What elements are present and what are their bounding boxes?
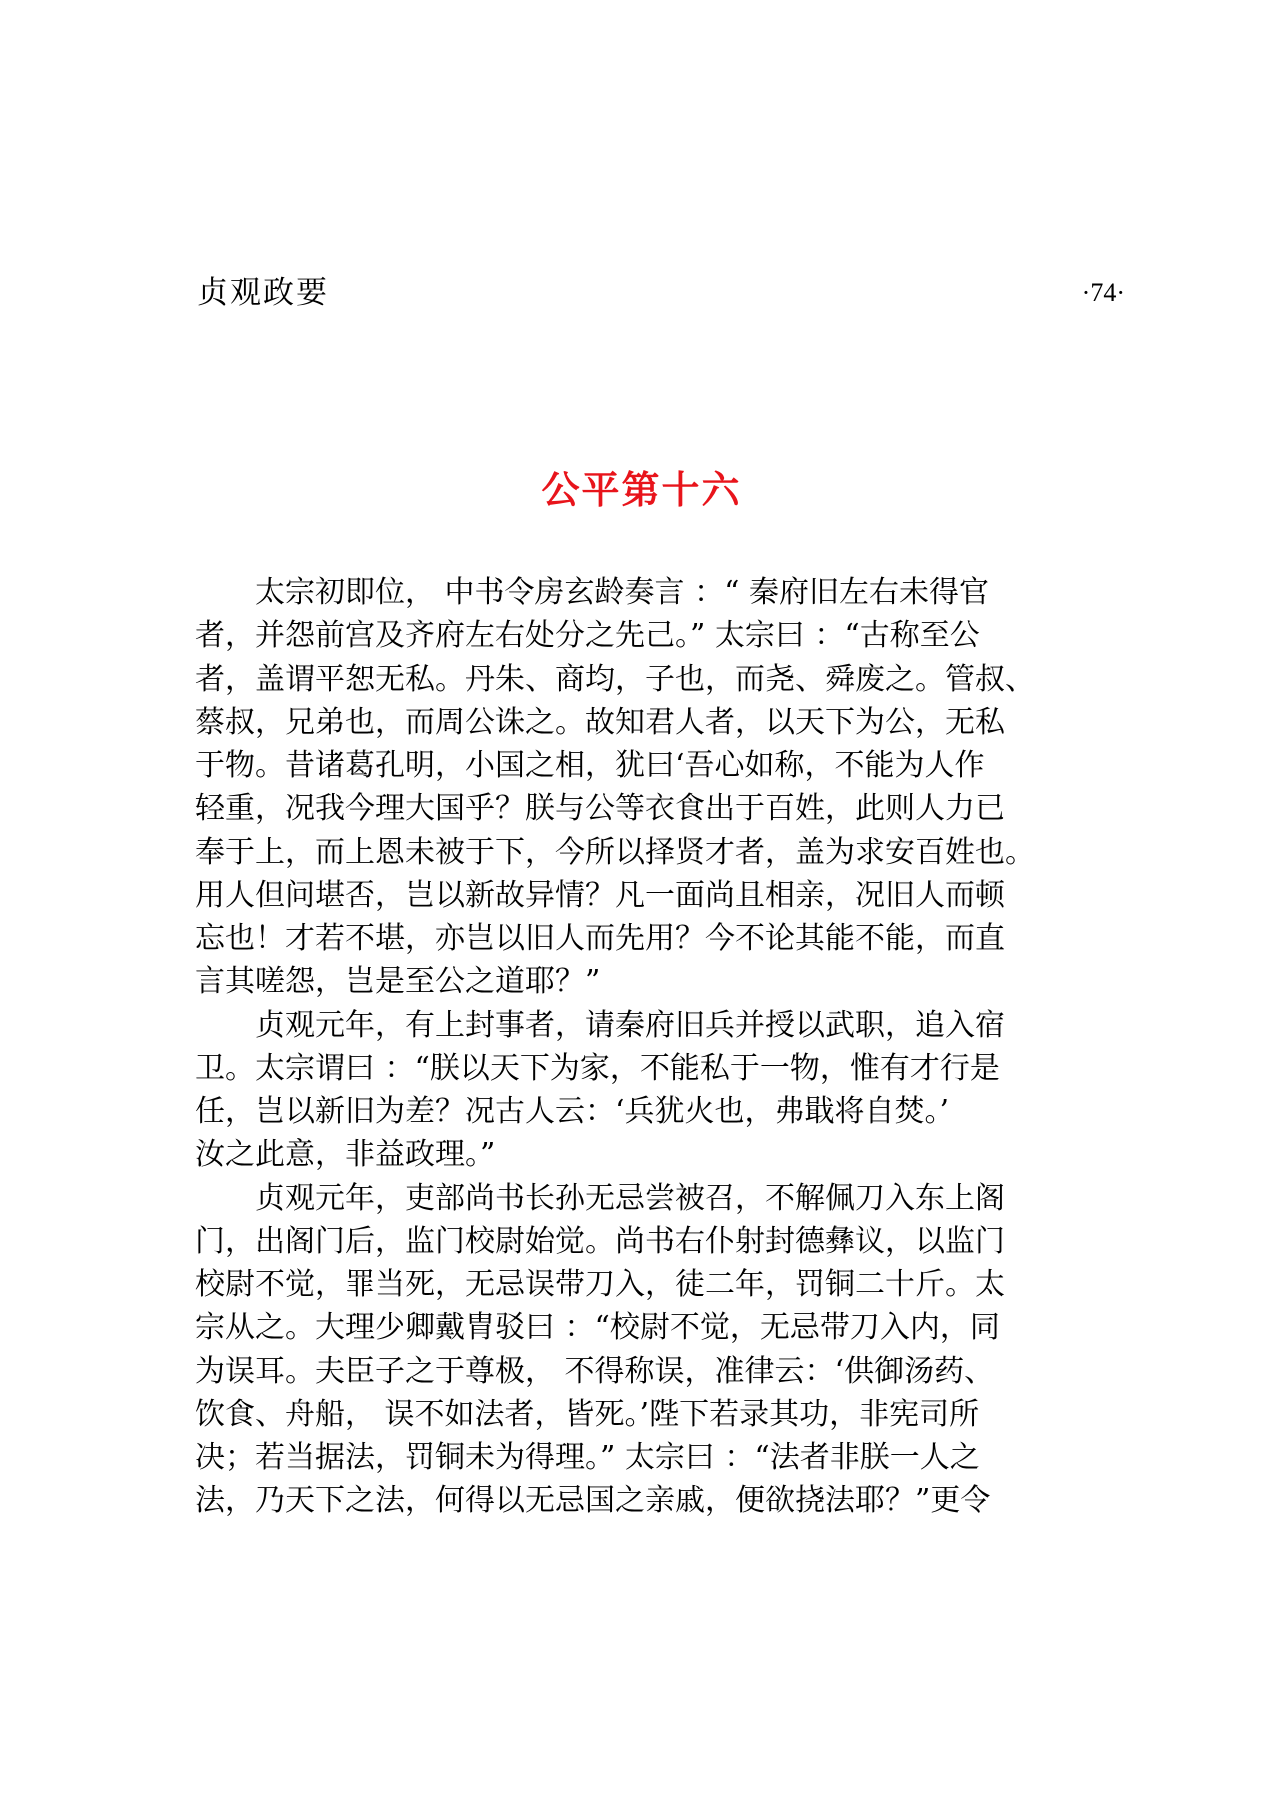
page-number: ·74· (1081, 278, 1125, 307)
text-line: 为误耳。夫臣子之于尊极， 不得称误，准律云：‘供御汤药、 (195, 1353, 995, 1389)
text-line: 言其嗟怨，岂是至公之道耶？” (195, 964, 601, 1000)
text-line: 卫。太宗谓曰 ：“朕以天下为家，不能私于一物，惟有才行是 (195, 1050, 1000, 1086)
text-line: 于物。昔诸葛孔明，小国之相，犹曰‘吾心如称，不能为人作 (195, 748, 985, 783)
text-line: 校尉不觉，罪当死，无忌误带刀入，徒二年，罚铜二十斤。太 (195, 1267, 1005, 1302)
text-line: 任，岂以新旧为差？况古人云：‘兵犹火也，弗戢将自焚。’ (195, 1094, 950, 1129)
text-line: 用人但问堪否，岂以新故异情？凡一面尚且相亲，况旧人而顿 (195, 877, 1005, 913)
chapter-title: 公平第十六 (541, 468, 742, 512)
text-line: 宗从之。大理少卿戴胄驳曰 ：“校尉不觉，无忌带刀入内，同 (195, 1310, 1000, 1346)
text-line: 法，乃天下之法，何得以无忌国之亲戚，便欲挠法耶？”更令 (195, 1483, 991, 1519)
text-line: 太宗初即位， 中书令房玄龄奏言 ：“ 秦府旧左右未得官 (195, 575, 989, 610)
text-line: 决；若当据法，罚铜未为得理。” 太宗曰 ：“法者非朕一人之 (195, 1440, 980, 1475)
text-line: 贞观元年，有上封事者，请秦府旧兵并授以武职，追入宿 (195, 1007, 1005, 1043)
text-line: 者，盖谓平恕无私。丹朱、商均，子也，而尧、舜废之。管叔、 (195, 661, 1035, 697)
book-title: 贞观政要 (197, 275, 329, 311)
text-line: 奉于上，而上恩未被于下，今所以择贤才者，盖为求安百姓也。 (195, 834, 1035, 870)
text-line: 忘也！才若不堪，亦岂以旧人而先用？今不论其能不能，而直 (195, 921, 1005, 956)
text-line: 者，并怨前宫及齐府左右处分之先己。” 太宗曰 ：“古称至公 (195, 618, 980, 654)
text-line: 轻重，况我今理大国乎？朕与公等衣食出于百姓，此则人力已 (195, 791, 1005, 827)
body-text (195, 571, 1125, 1523)
text-line: 门，出阁门后，监门校尉始觉。尚书右仆射封德彝议，以监门 (195, 1223, 1005, 1259)
text-line: 贞观元年，吏部尚书长孙无忌尝被召，不解佩刀入东上阁 (195, 1180, 1005, 1216)
text-line: 饮食、舟船， 误不如法者，皆死。’陛下若录其功，非宪司所 (195, 1396, 980, 1432)
text-line: 汝之此意，非益政理。” (195, 1137, 496, 1173)
text-line: 蔡叔，兄弟也，而周公诛之。故知君人者，以天下为公，无私 (195, 704, 1005, 740)
running-header (197, 268, 1125, 318)
